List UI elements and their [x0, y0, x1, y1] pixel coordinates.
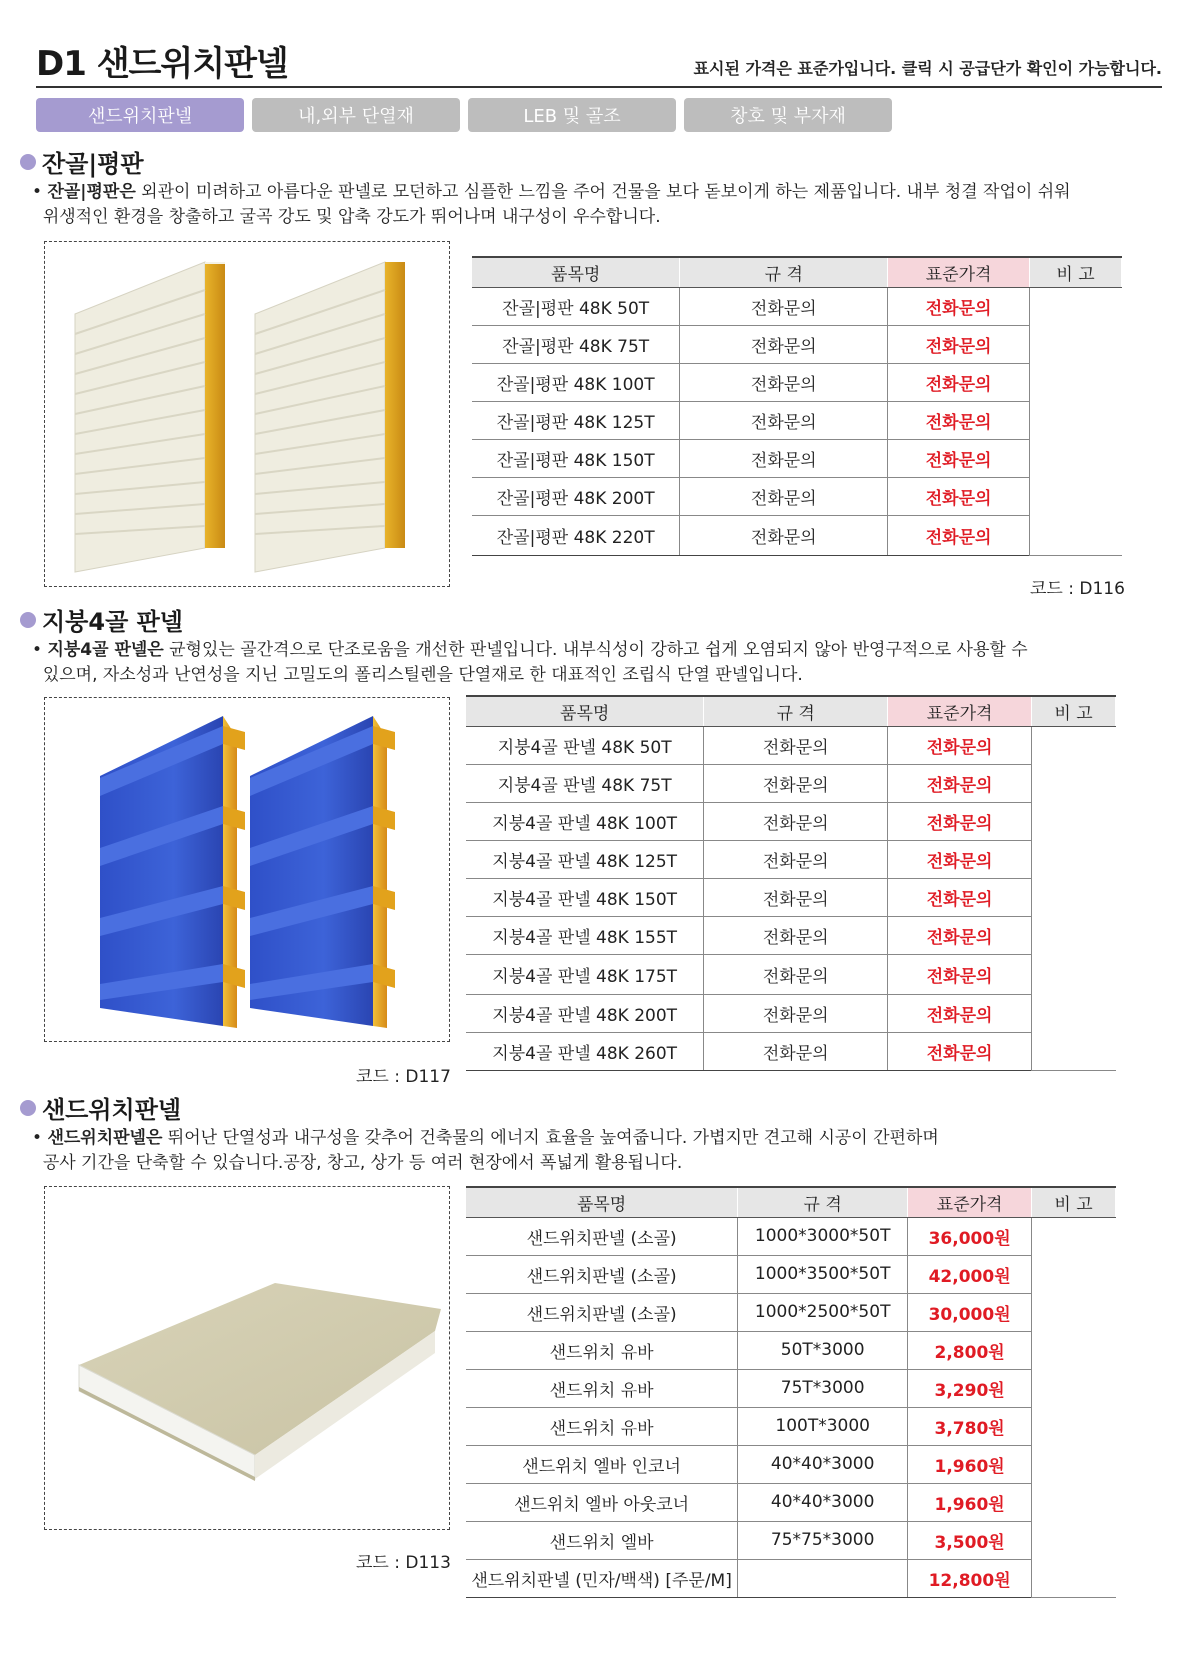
price-cell: 전화문의 [888, 726, 1032, 764]
table-row[interactable] [466, 1407, 1116, 1445]
roof-panel-illustration [45, 698, 451, 1043]
price-notice: 표시된 가격은 표준가입니다. 클릭 시 공급단가 확인이 가능합니다. [693, 59, 1162, 78]
table-cell: 샌드위치 유바 [466, 1331, 738, 1369]
price-cell: 1,960원 [908, 1445, 1032, 1483]
price-cell: 전화문의 [888, 477, 1030, 515]
table-cell: 지붕4골 판넬 48K 150T [466, 878, 704, 916]
price-cell: 전화문의 [888, 802, 1032, 840]
table-row[interactable] [466, 1521, 1116, 1559]
table-cell: 지붕4골 판넬 48K 50T [466, 726, 704, 764]
table-row[interactable] [472, 325, 1122, 363]
table-cell: 전화문의 [680, 325, 888, 363]
table-cell: 샌드위치판넬 (소골) [466, 1217, 738, 1255]
price-cell: 30,000원 [908, 1293, 1032, 1331]
table-cell: 1000*3000*50T [738, 1217, 908, 1255]
table-cell: 지붕4골 판넬 48K 200T [466, 994, 704, 1032]
product-code: 코드 : D113 [356, 1553, 451, 1573]
table-row[interactable] [472, 363, 1122, 401]
table-row[interactable] [466, 1445, 1116, 1483]
price-cell: 전화문의 [888, 916, 1032, 954]
table-cell: 전화문의 [704, 954, 888, 994]
section-title-3: 샌드위치판넬 [20, 1090, 181, 1125]
product-image-flat-panel [44, 241, 450, 587]
table-cell: 75T*3000 [738, 1369, 908, 1407]
table-cell: 지붕4골 판넬 48K 125T [466, 840, 704, 878]
table-cell: 전화문의 [704, 802, 888, 840]
bullet-dot-icon [20, 1100, 36, 1116]
price-cell: 3,500원 [908, 1521, 1032, 1559]
table-cell: 전화문의 [704, 840, 888, 878]
table-cell: 전화문의 [704, 994, 888, 1032]
table-row[interactable] [472, 515, 1122, 555]
col-header-name: 품목명 [466, 696, 704, 726]
table-header-row [466, 696, 1116, 726]
product-image-roof-panel [44, 697, 450, 1042]
table-cell: 50T*3000 [738, 1331, 908, 1369]
bullet-dot-icon [20, 154, 36, 170]
table-cell: 전화문의 [680, 363, 888, 401]
table-cell: 지붕4골 판넬 48K 260T [466, 1032, 704, 1070]
note-cell [1032, 1217, 1116, 1597]
col-header-note: 비 고 [1032, 1187, 1116, 1217]
table-row[interactable] [466, 764, 1116, 802]
col-header-name: 품목명 [472, 257, 680, 287]
table-row[interactable] [472, 439, 1122, 477]
section-title-1: 잔골|평판 [20, 144, 144, 179]
price-cell: 42,000원 [908, 1255, 1032, 1293]
table-cell: 전화문의 [704, 916, 888, 954]
table-row[interactable] [466, 1255, 1116, 1293]
table-cell: 잔골|평판 48K 200T [472, 477, 680, 515]
table-cell: 전화문의 [680, 515, 888, 555]
table-cell: 지붕4골 판넬 48K 75T [466, 764, 704, 802]
table-row[interactable] [466, 916, 1116, 954]
table-cell: 잔골|평판 48K 50T [472, 287, 680, 325]
tab-insulation[interactable]: 내,외부 단열재 [252, 98, 460, 132]
sandwich-panel-illustration [45, 1187, 451, 1531]
price-cell: 1,960원 [908, 1483, 1032, 1521]
table-cell: 전화문의 [680, 287, 888, 325]
table-cell: 전화문의 [680, 401, 888, 439]
table-cell: 샌드위치판넬 (소골) [466, 1293, 738, 1331]
table-row[interactable] [466, 1217, 1116, 1255]
table-cell: 100T*3000 [738, 1407, 908, 1445]
bullet-dot-icon [20, 612, 36, 628]
col-header-spec: 규 격 [680, 257, 888, 287]
table-cell: 지붕4골 판넬 48K 100T [466, 802, 704, 840]
product-code: 코드 : D116 [1030, 579, 1125, 599]
section-desc-1: • 잔골|평판은 외관이 미려하고 아름다운 판넬로 모던하고 심플한 느낌을 주어 건물을 보다 돋보이게 하는 제품입니다. 내부 청결 작업이 쉬워 위생적인 환경을 창출하고 굴곡 강도 및 압축 강도가 뛰어나며 내구성이 우수합니다. [32, 182, 1071, 227]
price-cell: 전화문의 [888, 878, 1032, 916]
section-desc-2: • 지붕4골 판넬은 균형있는 골간격으로 단조로움을 개선한 판넬입니다. 내부식성이 강하고 쉽게 오염되지 않아 반영구적으로 사용할 수 있으며, 자소성과 난연성을 지닌 고밀도의 폴리스틸렌을 단열재로 한 대표적인 조립식 단열 판넬입니다. [32, 640, 1028, 685]
table-row[interactable] [466, 1369, 1116, 1407]
tab-windows-parts[interactable]: 창호 및 부자재 [684, 98, 892, 132]
table-cell: 전화문의 [704, 878, 888, 916]
section-title-2: 지붕4골 판넬 [20, 602, 183, 637]
table-row[interactable] [466, 1331, 1116, 1369]
tab-leb-frame[interactable]: LEB 및 골조 [468, 98, 676, 132]
table-cell: 잔골|평판 48K 75T [472, 325, 680, 363]
price-cell: 전화문의 [888, 325, 1030, 363]
col-header-note: 비 고 [1032, 696, 1116, 726]
price-cell: 전화문의 [888, 515, 1030, 555]
price-cell: 3,780원 [908, 1407, 1032, 1445]
col-header-price: 표준가격 [908, 1187, 1032, 1217]
table-row[interactable] [466, 1483, 1116, 1521]
note-cell [1032, 726, 1116, 1070]
col-header-price: 표준가격 [888, 696, 1032, 726]
price-cell: 전화문의 [888, 764, 1032, 802]
table-row[interactable] [466, 726, 1116, 764]
price-table-sandwich-panel [466, 1186, 1116, 1598]
table-header-row [472, 257, 1122, 287]
table-cell: 샌드위치판넬 (소골) [466, 1255, 738, 1293]
price-cell: 전화문의 [888, 840, 1032, 878]
table-cell: 지붕4골 판넬 48K 155T [466, 916, 704, 954]
table-cell: 1000*3500*50T [738, 1255, 908, 1293]
table-cell: 40*40*3000 [738, 1483, 908, 1521]
table-cell: 전화문의 [680, 477, 888, 515]
price-cell: 전화문의 [888, 287, 1030, 325]
table-row[interactable] [466, 802, 1116, 840]
price-cell: 전화문의 [888, 439, 1030, 477]
price-cell: 12,800원 [908, 1559, 1032, 1597]
flat-panel-illustration [45, 242, 451, 588]
page-header [36, 30, 1162, 88]
price-cell: 전화문의 [888, 954, 1032, 994]
price-table-roof-panel [466, 695, 1116, 1071]
table-cell: 지붕4골 판넬 48K 175T [466, 954, 704, 994]
table-cell: 잔골|평판 48K 150T [472, 439, 680, 477]
table-cell: 40*40*3000 [738, 1445, 908, 1483]
table-cell: 샌드위치판넬 (민자/백색) [주문/M] [466, 1559, 738, 1597]
table-cell: 전화문의 [704, 764, 888, 802]
table-row[interactable] [466, 840, 1116, 878]
table-cell: 75*75*3000 [738, 1521, 908, 1559]
table-cell: 전화문의 [704, 1032, 888, 1070]
col-header-price: 표준가격 [888, 257, 1030, 287]
table-cell: 샌드위치 유바 [466, 1369, 738, 1407]
price-cell: 전화문의 [888, 401, 1030, 439]
price-cell: 전화문의 [888, 994, 1032, 1032]
table-cell: 샌드위치 유바 [466, 1407, 738, 1445]
product-image-sandwich-panel [44, 1186, 450, 1530]
table-cell: 샌드위치 엘바 [466, 1521, 738, 1559]
table-row[interactable] [472, 477, 1122, 515]
col-header-note: 비 고 [1030, 257, 1122, 287]
table-cell: 잔골|평판 48K 125T [472, 401, 680, 439]
table-cell: 잔골|평판 48K 100T [472, 363, 680, 401]
table-row[interactable] [466, 954, 1116, 994]
table-cell: 전화문의 [680, 439, 888, 477]
table-row[interactable] [466, 1032, 1116, 1070]
table-row[interactable] [472, 287, 1122, 325]
price-table-flat-panel [472, 256, 1122, 556]
table-row[interactable] [466, 994, 1116, 1032]
price-cell: 전화문의 [888, 363, 1030, 401]
product-code: 코드 : D117 [356, 1067, 451, 1087]
table-row[interactable] [466, 878, 1116, 916]
table-cell: 잔골|평판 48K 220T [472, 515, 680, 555]
col-header-spec: 규 격 [738, 1187, 908, 1217]
col-header-name: 품목명 [466, 1187, 738, 1217]
table-row[interactable] [466, 1559, 1116, 1597]
price-cell: 전화문의 [888, 1032, 1032, 1070]
table-row[interactable] [472, 401, 1122, 439]
tab-sandwich-panel[interactable]: 샌드위치판넬 [36, 98, 244, 132]
table-header-row [466, 1187, 1116, 1217]
price-cell: 3,290원 [908, 1369, 1032, 1407]
table-cell: 전화문의 [704, 726, 888, 764]
section-desc-3: • 샌드위치판넬은 뛰어난 단열성과 내구성을 갖추어 건축물의 에너지 효율을 높여줍니다. 가볍지만 견고해 시공이 간편하며 공사 기간을 단축할 수 있습니다.공장, 창고, 상가 등 여러 현장에서 폭넓게 활용됩니다. [32, 1128, 939, 1173]
col-header-spec: 규 격 [704, 696, 888, 726]
price-cell: 2,800원 [908, 1331, 1032, 1369]
table-cell: 샌드위치 엘바 아웃코너 [466, 1483, 738, 1521]
category-tabs [36, 98, 892, 132]
table-row[interactable] [466, 1293, 1116, 1331]
table-cell [738, 1559, 908, 1597]
price-cell: 36,000원 [908, 1217, 1032, 1255]
note-cell [1030, 287, 1122, 555]
table-cell: 1000*2500*50T [738, 1293, 908, 1331]
table-cell: 샌드위치 엘바 인코너 [466, 1445, 738, 1483]
page-title: D1 샌드위치판넬 [36, 44, 288, 84]
